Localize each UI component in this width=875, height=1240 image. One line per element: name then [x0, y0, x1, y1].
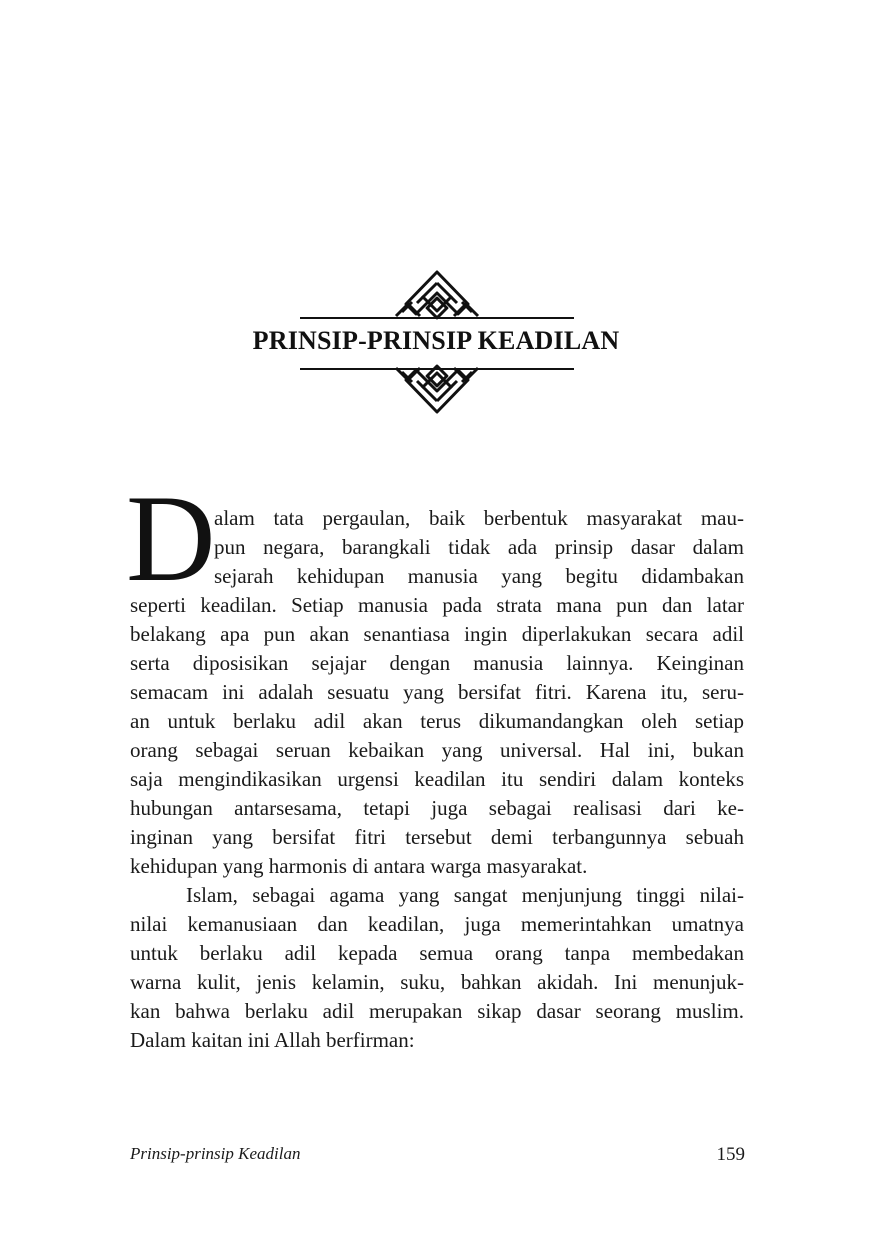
- text-line: sejarah kehidupan manusia yang begitu didambakan: [214, 564, 744, 588]
- running-title: Prinsip-prinsip Keadilan: [130, 1144, 301, 1163]
- text-line: inginan yang bersifat fitri tersebut demi terbangunnya sebuah: [130, 825, 744, 849]
- text-line: kehidupan yang harmonis di antara warga masyarakat.: [130, 854, 588, 878]
- text-line: hubungan antarsesama, tetapi juga sebagai realisasi dari ke-: [130, 796, 744, 820]
- text-line: kan bahwa berlaku adil merupakan sikap dasar seorang muslim.: [130, 999, 744, 1023]
- text-line: nilai kemanusiaan dan keadilan, juga memerintahkan umatnya: [130, 912, 744, 936]
- text-line: serta diposisikan sejajar dengan manusia lainnya. Keinginan: [130, 651, 744, 675]
- text-line: Islam, sebagai agama yang sangat menjunjung tinggi nilai-: [186, 883, 744, 907]
- page-number: 159: [716, 1144, 745, 1165]
- text-line: orang sebagai seruan kebaikan yang universal. Hal ini, bukan: [130, 738, 744, 762]
- text-line: belakang apa pun akan senantiasa ingin diperlakukan secara adil: [130, 622, 744, 646]
- text-line: semacam ini adalah sesuatu yang bersifat fitri. Karena itu, seru-: [130, 680, 744, 704]
- text-line: saja mengindikasikan urgensi keadilan itu sendiri dalam konteks: [130, 767, 744, 791]
- text-line: Dalam kaitan ini Allah berfirman:: [130, 1028, 415, 1052]
- text-line: pun negara, barangkali tidak ada prinsip dasar dalam: [214, 535, 744, 559]
- chapter-title: PRINSIP-PRINSIP KEADILAN: [252, 326, 620, 355]
- text-line: seperti keadilan. Setiap manusia pada strata mana pun dan latar: [130, 593, 744, 617]
- text-line: untuk berlaku adil kepada semua orang tanpa membedakan: [130, 941, 744, 965]
- text-line: an untuk berlaku adil akan terus dikumandangkan oleh setiap: [130, 709, 744, 733]
- text-line: alam tata pergaulan, baik berbentuk masyarakat mau-: [214, 506, 744, 530]
- drop-cap: D: [126, 470, 216, 607]
- text-line: warna kulit, jenis kelamin, suku, bahkan akidah. Ini menunjuk-: [130, 970, 744, 994]
